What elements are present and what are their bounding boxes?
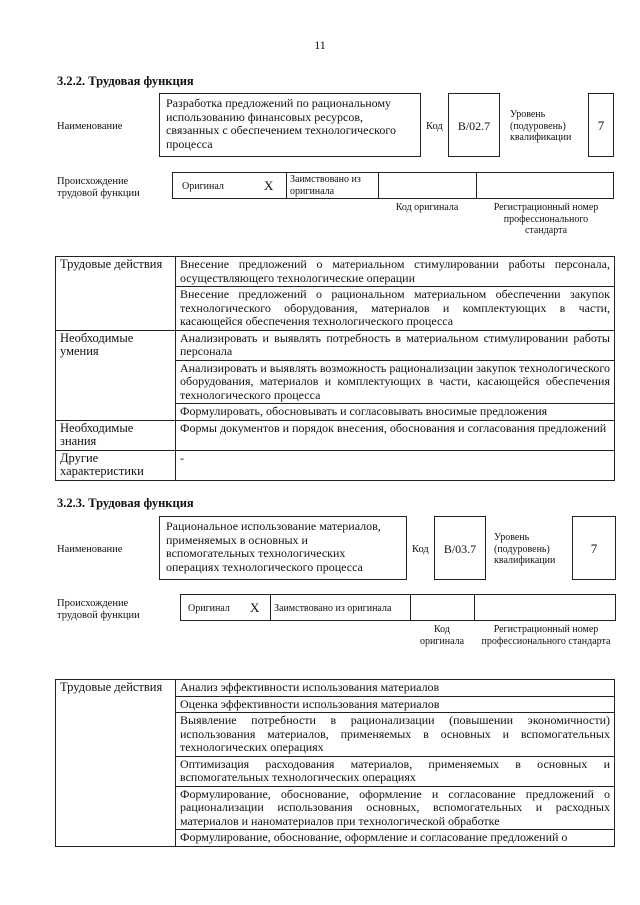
function-table-322 <box>55 256 615 481</box>
table-cell: Формулирование, обоснование, оформление и согласование предложений о рационализации использования основных, вспомогательных и расходных материалов и наноматериалов при технологической обработке <box>176 786 615 830</box>
table-cell: Анализировать и выявлять возможность рационализации закупок технологического оборудования, материалов и комплектующих в части, касающейся обеспечения технологического процесса <box>176 360 615 404</box>
borrowed-label-322: Заимствовано из оригинала <box>290 174 361 197</box>
table-cell: Оценка эффективности использования материалов <box>176 696 615 713</box>
level-label-323: Уровень (подуровень) квалификации <box>494 532 556 566</box>
table-cell: Внесение предложений о рациональном материальном обеспечении закупок технологического оборудования, материалов и комплектующих в части, касающейся обеспечения технологического процесса <box>176 287 615 331</box>
row-label-knowledge-322: Необходимые знания <box>56 420 176 450</box>
original-label-323: Оригинал <box>188 603 230 614</box>
original-mark-322: X <box>264 178 274 193</box>
row-label-skills-322: Необходимые умения <box>56 330 176 420</box>
code-label-322: Код <box>426 121 443 132</box>
function-name-box-322 <box>159 93 421 157</box>
table-cell: Анализ эффективности использования материалов <box>176 680 615 697</box>
level-label-322: Уровень (подуровень) квалификации <box>510 109 572 143</box>
section-heading-322: 3.2.2. Трудовая функция <box>57 74 194 88</box>
origin-label-323: Происхождение трудовой функции <box>57 598 140 621</box>
page-number: 11 <box>314 38 326 52</box>
table-cell: Формулирование, обоснование, оформление и согласование предложений о <box>176 830 615 847</box>
function-name-box-323 <box>159 516 407 580</box>
table-cell: Формы документов и порядок внесения, обоснования и согласования предложений <box>176 420 615 450</box>
row-label-actions-323: Трудовые действия <box>56 680 176 847</box>
origin-table-323 <box>180 594 616 621</box>
table-cell: - <box>176 450 615 480</box>
name-label-323: Наименование <box>57 544 123 555</box>
reg-number-label-322: Регистрационный номер профессионального стандарта <box>493 202 599 236</box>
origin-table-322 <box>172 172 614 199</box>
code-value-323: B/03.7 <box>434 516 486 580</box>
code-value-322: B/02.7 <box>448 93 500 157</box>
reg-number-label-323: Регистрационный номер профессионального стандарта <box>481 624 611 647</box>
name-label-322: Наименование <box>57 121 123 132</box>
origin-label-322: Происхождение трудовой функции <box>57 176 140 199</box>
table-cell: Формулировать, обосновывать и согласовывать вносимые предложения <box>176 404 615 421</box>
table-cell: Внесение предложений о материальном стимулировании работы персонала, осуществляющего технологические операции <box>176 257 615 287</box>
original-mark-323: X <box>250 600 260 615</box>
function-table-323 <box>55 679 615 847</box>
code-label-323: Код <box>412 544 429 555</box>
function-name-text-323: Рациональное использование материалов, применяемых в основных и вспомогательных технологических операциях технологического процесса <box>166 519 381 574</box>
original-label-322: Оригинал <box>182 181 224 192</box>
function-name-text-322: Разработка предложений по рациональному использованию финансовых ресурсов, связанных с обеспечением технологического процесса <box>166 96 396 151</box>
level-value-322: 7 <box>588 93 614 157</box>
table-cell: Оптимизация расходования материалов, применяемых в основных и вспомогательных технологических операциях <box>176 756 615 786</box>
row-label-actions-322: Трудовые действия <box>56 257 176 331</box>
orig-code-label-322: Код оригинала <box>395 202 459 213</box>
table-cell: Анализировать и выявлять потребность в материальном стимулировании работы персонала <box>176 330 615 360</box>
row-label-other-322: Другие характеристики <box>56 450 176 480</box>
orig-code-label-323: Код оригинала <box>419 624 465 647</box>
borrowed-label-323: Заимствовано из оригинала <box>274 603 392 614</box>
section-heading-323: 3.2.3. Трудовая функция <box>57 496 194 510</box>
table-cell: Выявление потребности в рационализации (повышении экономичности) использования материалов, применяемых в основных и вспомогательных технологических операциях <box>176 713 615 757</box>
level-value-323: 7 <box>572 516 616 580</box>
